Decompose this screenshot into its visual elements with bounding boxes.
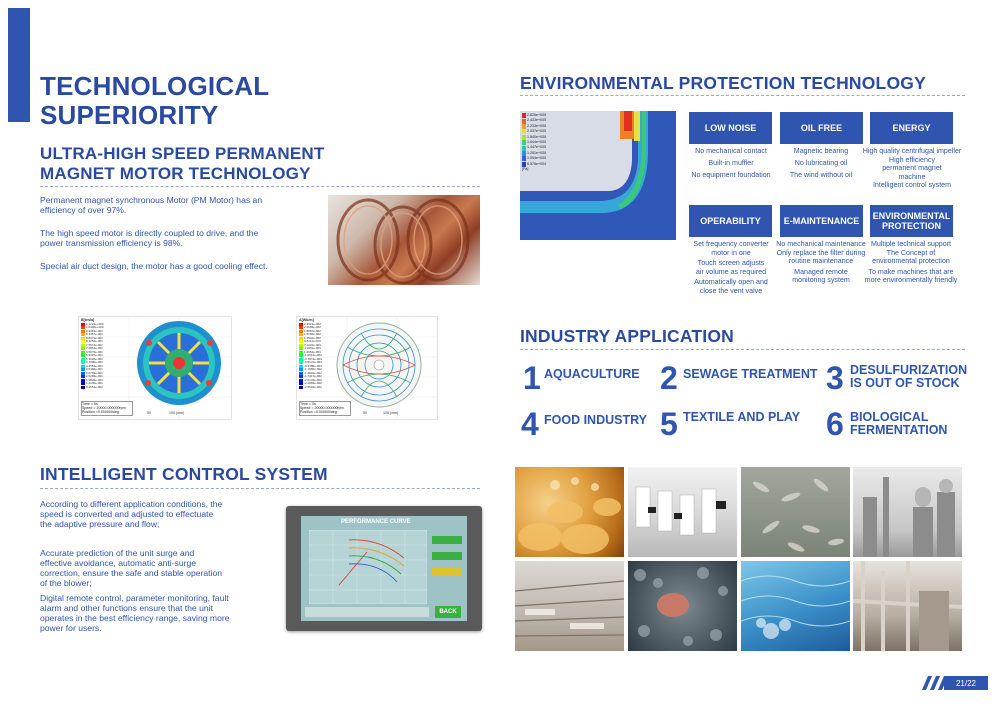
legend-value: -1.0612e-003	[304, 353, 322, 357]
energy-desc-2: High efficiency permanent magnet machine	[882, 155, 942, 181]
industry-desulfurization	[850, 364, 967, 390]
industry-divider	[520, 349, 965, 350]
cfd-legend-unit: [Pa]	[522, 167, 529, 172]
vector-info-time: Time = 0s	[300, 402, 316, 406]
industry-desulfurization-line2: IS OUT OF STOCK	[850, 376, 960, 390]
legend-swatch	[522, 140, 526, 145]
main-title-line1: TECHNOLOGICAL	[40, 71, 270, 101]
flux-legend-list	[81, 323, 121, 390]
motor-para-1: Permanent magnet synchronous Motor (PM Motor) has an efficiency of over 97%.	[40, 195, 263, 215]
cfd-simulation	[520, 111, 676, 240]
main-title-line2: SUPERIORITY	[40, 100, 219, 130]
legend-value: 5.3626e-001	[86, 356, 103, 361]
industry-number-4: 4	[521, 406, 539, 442]
legend-value: 9.9419e-001	[86, 328, 103, 333]
legend-value: -1.1965e-002	[304, 367, 322, 371]
flux-legend	[81, 319, 121, 389]
vector-axis-a: 50	[363, 411, 367, 415]
textile-graphic	[628, 467, 737, 557]
legend-swatch	[299, 386, 303, 389]
oil-free-desc-1: Magnetic bearing	[793, 147, 849, 155]
cfd-legend	[522, 113, 546, 172]
legend-value: -2.0143e-002	[304, 377, 322, 382]
legend-swatch	[522, 119, 526, 124]
photo-sewage-treatment	[515, 561, 624, 651]
industry-textile-and-play: TEXTILE AND PLAY	[683, 410, 801, 424]
feature-low-noise: LOW NOISE	[689, 112, 772, 144]
food-graphic	[515, 467, 624, 557]
flux-axis-a: 50	[147, 411, 151, 415]
legend-value: 1.840e+005	[527, 134, 547, 139]
industry-number-6: 6	[826, 406, 844, 442]
legend-value: 1.4140e-001	[86, 381, 103, 385]
legend-value: 1.9826e-001	[86, 377, 103, 382]
legend-value: 8.2254e-001	[86, 339, 103, 343]
e-maintenance-desc-1: No mechanical maintenance	[776, 240, 866, 248]
legend-value: -6.5131e-003	[304, 360, 322, 364]
motor-title-line2: MAGNET MOTOR TECHNOLOGY	[40, 164, 311, 183]
legend-value: 2.433e+005	[527, 118, 547, 123]
operability-desc-2: Touch screen adjusts air volume as required	[695, 259, 767, 276]
vector-axis-b: 100 (mm)	[383, 411, 399, 415]
industry-aquaculture: AQUACULTURE	[544, 367, 640, 381]
fish-graphic	[741, 467, 850, 557]
legend-value: 8.576e+004	[527, 161, 547, 166]
feature-oil-free-desc	[772, 147, 870, 180]
legend-swatch	[522, 124, 526, 129]
flux-info-time: Time = 0s	[82, 402, 98, 406]
low-noise-desc-1: No mechanical contact	[695, 147, 767, 155]
legend-value: 2.5283e-001	[86, 374, 103, 378]
legend-value: 3.0769e-001	[86, 370, 103, 375]
legend-swatch	[522, 156, 526, 161]
industry-sewage-treatment: SEWAGE TREATMENT	[683, 367, 818, 381]
hmi-side-button-2[interactable]	[432, 552, 462, 560]
legend-value: 1.8687e-002	[304, 328, 321, 333]
photo-biological-fermentation	[628, 561, 737, 651]
legend-value: -1.4691e-002	[304, 370, 322, 375]
legend-entry	[81, 386, 121, 390]
env-divider	[520, 95, 965, 96]
motor-coil-photo	[328, 195, 480, 285]
legend-value: 8.2651e-002	[86, 384, 103, 389]
legend-value: 2.0689e-002	[304, 325, 321, 329]
legend-value: 3.6466e-001	[86, 367, 103, 371]
feature-operability-desc	[684, 240, 778, 296]
feature-energy-desc	[858, 147, 966, 190]
legend-value: 1.1224e+000	[86, 321, 104, 326]
energy-desc-1: High quality centrifugal impeller	[862, 147, 962, 155]
industry-desulfurization-line1: DESULFURIZATION	[850, 363, 968, 377]
feature-oil-free: OIL FREE	[780, 112, 863, 144]
legend-swatch	[522, 151, 526, 156]
industry-number-1: 1	[523, 360, 541, 396]
hmi-screen	[301, 516, 467, 621]
legend-value: 2.826e+005	[527, 113, 547, 117]
feature-environmental-protection-desc	[860, 240, 962, 285]
hmi-panel	[286, 506, 482, 631]
legend-value: -2.2869e-002	[304, 381, 322, 385]
flux-info-position: Position =0.000000deg	[82, 410, 119, 415]
legend-value: 1.0496e+000	[86, 325, 104, 329]
pipes-graphic	[853, 561, 962, 651]
legend-entry	[299, 386, 339, 390]
industry-food-industry: FOOD INDUSTRY	[544, 413, 648, 427]
legend-value: 2.233e+005	[527, 123, 547, 128]
legend-swatch	[522, 129, 526, 134]
legend-value: 1.644e+005	[527, 140, 547, 145]
flux-info-box	[81, 401, 133, 416]
env-protection-desc-2: The Concept of environmental protection	[872, 248, 950, 266]
hmi-side-button-1[interactable]	[432, 536, 462, 544]
flux-info-speed: Speed = 20000.000000rpm	[82, 406, 126, 411]
feature-energy: ENERGY	[870, 112, 953, 144]
legend-value: 4.2553e-001	[86, 363, 103, 368]
vector-potential-simulation	[296, 316, 438, 420]
control-para-1: According to different application conditions, the speed is converted and adjusted to effectuate the adaptive pressure and flow;	[40, 499, 223, 529]
legend-swatch	[522, 146, 526, 151]
legend-value: 6.5076e-001	[86, 349, 103, 354]
legend-value: 1.5166e-002	[304, 332, 321, 336]
e-maintenance-desc-3: Managed remote monitoring system	[792, 267, 850, 285]
env-protection-desc-1: Multiple technical support	[870, 240, 952, 248]
legend-value: 7.0861e-001	[86, 346, 103, 350]
legend-swatch	[522, 135, 526, 140]
feature-operability: OPERABILITY	[689, 205, 772, 237]
industry-biological-line2: FERMENTATION	[850, 423, 948, 437]
legend-value: 1.2542e-002	[304, 335, 321, 340]
performance-curve-plot	[309, 530, 427, 604]
operability-desc-1: Set frequency converter motor in one	[693, 240, 769, 257]
plant-graphic	[853, 467, 962, 557]
hmi-status-bar	[305, 607, 429, 617]
main-title	[40, 72, 269, 130]
motor-para-3: Special air duct design, the motor has a good cooling effect.	[40, 261, 268, 271]
legend-value: 1.054e+005	[527, 156, 547, 161]
e-maintenance-desc-2: Only replace the filter during routine maintenance	[776, 248, 866, 266]
vector-info-position: Position =0.000000deg	[300, 410, 337, 415]
page-number: 21/22	[944, 676, 988, 690]
operability-desc-3: Automatically open and close the vent valve	[694, 278, 768, 295]
industry-number-2: 2	[660, 360, 678, 396]
env-title: ENVIRONMENTAL PROTECTION TECHNOLOGY	[520, 73, 926, 93]
photo-industrial-pipes	[853, 561, 962, 651]
legend-value: -2.5594e-002	[304, 384, 322, 389]
low-noise-desc-3: No equipment foundation	[691, 171, 771, 180]
vector-legend-list	[299, 323, 339, 390]
industry-number-3: 3	[826, 360, 844, 396]
feature-low-noise-desc	[682, 147, 780, 180]
motor-title	[40, 144, 324, 184]
motor-title-line1: ULTRA-HIGH SPEED PERMANENT	[40, 144, 325, 163]
flux-axis-b: 100 (mm)	[169, 411, 185, 415]
legend-value: 1.6654e-003	[304, 349, 321, 354]
vector-info-speed: Speed = 20000.000000rpm	[300, 406, 344, 411]
feature-e-maintenance-desc	[772, 240, 870, 285]
motor-para-2: The high speed motor is directly coupled to drive, and the power transmission efficiency is 98%.	[40, 228, 259, 248]
legend-value: 1.447e+005	[527, 145, 547, 150]
oil-free-desc-2: No lubricating oil	[794, 159, 848, 168]
legend-value: -3.7874e-003	[304, 356, 322, 361]
low-noise-desc-2: Built-in muffler	[708, 159, 754, 168]
cfd-legend-list	[522, 113, 546, 167]
legend-value: 5.9497e-001	[86, 353, 103, 357]
photo-industrial-plant	[853, 467, 962, 557]
control-para-3: Digital remote control, parameter monitoring, fault alarm and other functions ensure that the unit operates in the best efficiency range, saving more power for users.	[40, 593, 230, 633]
legend-value: -1.7417e-002	[304, 374, 322, 378]
motor-coil-graphic	[328, 195, 480, 285]
hmi-back-button[interactable]: BACK	[435, 606, 461, 618]
legend-swatch	[522, 113, 526, 118]
legend-value: 7.6574e-001	[86, 342, 103, 347]
energy-desc-3: Intelligent control system	[872, 181, 952, 190]
feature-e-maintenance: E-MAINTENANCE	[780, 205, 863, 237]
industry-biological-line1: BIOLOGICAL	[850, 410, 929, 424]
legend-value: 1.251e+005	[527, 150, 547, 155]
industry-biological-fermentation	[850, 411, 947, 437]
legend-value: 7.1224e-003	[304, 342, 321, 347]
legend-value: 8.8471e-001	[86, 335, 103, 340]
vector-info-box	[299, 401, 351, 416]
water-graphic	[741, 561, 850, 651]
magnetic-flux-simulation	[78, 316, 232, 420]
flux-legend-title: B[tesla]	[81, 318, 95, 322]
sewage-graphic	[515, 561, 624, 651]
control-title: INTELLIGENT CONTROL SYSTEM	[40, 464, 328, 484]
legend-value: 9.8114e-003	[304, 339, 321, 343]
vector-legend	[299, 319, 339, 389]
env-protection-desc-3: To make machines that are more environmentally friendly	[864, 267, 958, 285]
photo-water-aeration	[741, 561, 850, 651]
legend-value: 2.037e+005	[527, 129, 547, 134]
motor-divider	[40, 186, 480, 187]
legend-value: 2.3921e-002	[304, 321, 321, 326]
legend-value: -9.2388e-003	[304, 363, 322, 368]
hmi-side-button-3[interactable]	[432, 567, 462, 575]
industry-number-5: 5	[660, 406, 678, 442]
legend-value: 9.3467e-001	[86, 332, 103, 336]
legend-value: 4.7990e-001	[86, 360, 103, 364]
hmi-screen-title: PERFORMANCE CURVE	[341, 519, 411, 525]
photo-textile-machines	[628, 467, 737, 557]
feature-environmental-protection: ENVIRONMENTAL PROTECTION	[870, 205, 953, 237]
fermentation-graphic	[628, 561, 737, 651]
oil-free-desc-3: The wind without oil	[789, 171, 853, 180]
vector-legend-title: A[Wb/m]	[299, 318, 314, 322]
photo-aquaculture-fish	[741, 467, 850, 557]
legend-swatch	[81, 386, 85, 389]
control-divider	[40, 488, 480, 489]
photo-food-industry	[515, 467, 624, 557]
legend-value: 4.3901e-003	[304, 346, 321, 350]
industry-title: INDUSTRY APPLICATION	[520, 326, 735, 346]
control-para-2: Accurate prediction of the unit surge and effective avoidance, automatic anti-surge correction, ensure the safe and stable operation of the blower;	[40, 548, 223, 588]
accent-bar	[8, 8, 30, 122]
